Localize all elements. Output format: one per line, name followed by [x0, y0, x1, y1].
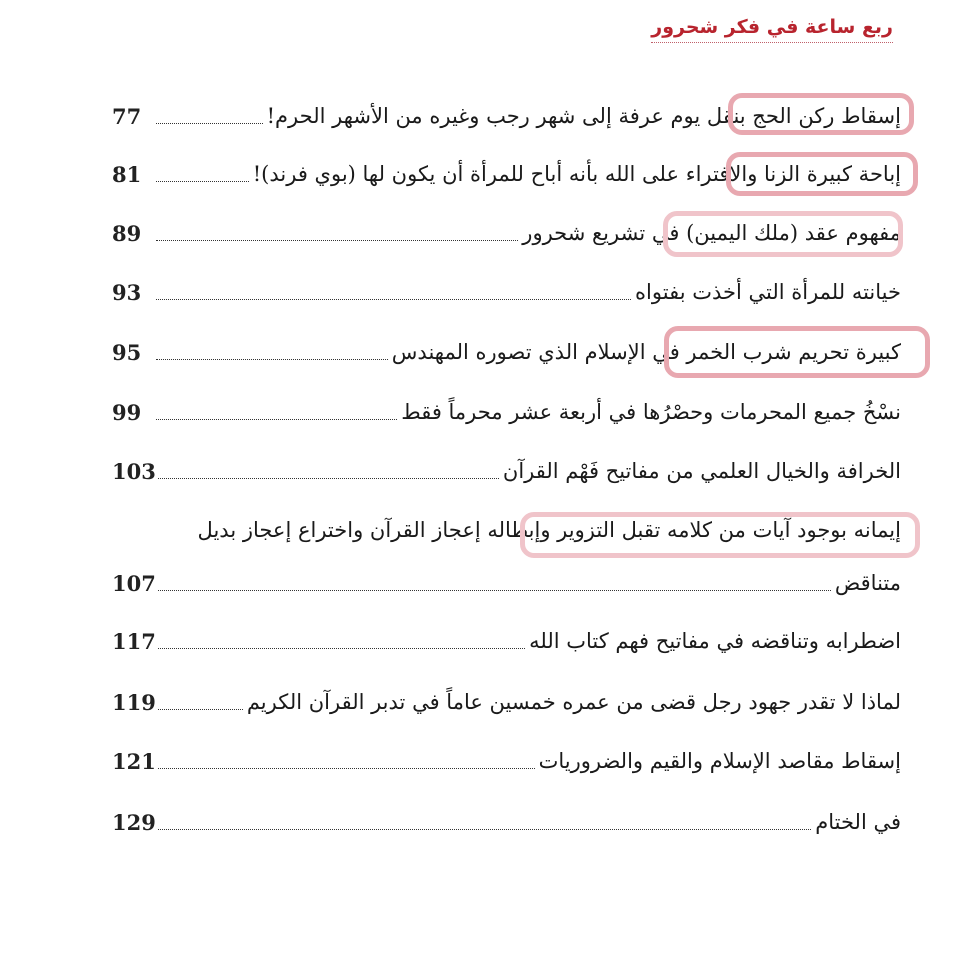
leader-dots	[158, 648, 525, 649]
toc-entry[interactable]	[112, 682, 901, 722]
toc-entry-title: نسْخُ جميع المحرمات وحصْرُها في أربعة عشر محرماً فقط	[401, 400, 901, 424]
toc-entry-title: إيمانه بوجود آيات من كلامه تقبل التزوير وإبطاله إعجاز القرآن واختراع إعجاز بديل	[197, 518, 901, 542]
toc-entry-title-continued: متناقض	[834, 571, 901, 595]
toc-entry-continuation[interactable]	[112, 563, 901, 603]
toc-entry-title: كبيرة تحريم شرب الخمر في الإسلام الذي تصوره المهندس	[391, 340, 901, 364]
toc-entry-first-line[interactable]	[112, 510, 901, 550]
toc-page-number: 103	[112, 458, 156, 484]
toc-entry-title: مفهوم عقد (ملك اليمين) في تشريع شحرور	[522, 221, 901, 245]
toc-page-number: 121	[112, 748, 156, 774]
toc-page-number: 99	[112, 399, 142, 425]
toc-entry-title: اضطرابه وتناقضه في مفاتيح فهم كتاب الله	[529, 629, 901, 653]
toc-entry-title: في الختام	[815, 810, 901, 834]
toc-entry-title: إباحة كبيرة الزنا والافتراء على الله بأنه أباح للمرأة أن يكون لها (بوي فرند)!	[252, 162, 901, 186]
toc-entry[interactable]	[112, 272, 901, 312]
leader-dots	[158, 590, 831, 591]
toc-page-number: 129	[112, 809, 156, 835]
toc-entry[interactable]	[112, 154, 901, 194]
toc-entry[interactable]	[112, 802, 901, 842]
leader-dots	[156, 419, 397, 420]
toc-page-number: 95	[112, 339, 142, 365]
leader-dots	[158, 768, 535, 769]
leader-dots	[156, 299, 631, 300]
leader-dots	[156, 181, 249, 182]
toc-page-number: 89	[112, 220, 142, 246]
toc-entry-title: لماذا لا تقدر جهود رجل قضى من عمره خمسين عاماً في تدبر القرآن الكريم	[246, 690, 901, 714]
toc-entry[interactable]	[112, 392, 901, 432]
toc-entry-title: الخرافة والخيال العلمي من مفاتيح فَهْم القرآن	[502, 459, 901, 483]
leader-dots	[158, 829, 811, 830]
leader-dots	[156, 359, 388, 360]
toc-entry[interactable]	[112, 213, 901, 253]
leader-dots	[158, 478, 499, 479]
leader-dots	[156, 240, 518, 241]
toc-entry-title: إسقاط مقاصد الإسلام والقيم والضروريات	[538, 749, 901, 773]
toc-page-number: 119	[112, 689, 156, 715]
toc-entry[interactable]	[112, 96, 901, 136]
toc-page-number: 77	[112, 103, 142, 129]
toc-entry[interactable]	[112, 621, 901, 661]
toc-page-number: 93	[112, 279, 142, 305]
running-header: ربع ساعة في فكر شحرور	[651, 16, 893, 43]
toc-page-number: 107	[112, 570, 156, 596]
toc-entry-title: خيانته للمرأة التي أخذت بفتواه	[635, 280, 901, 304]
toc-entry[interactable]	[112, 451, 901, 491]
toc-page-number: 81	[112, 161, 142, 187]
toc-entry[interactable]	[112, 332, 901, 372]
toc-entry[interactable]	[112, 741, 901, 781]
leader-dots	[156, 123, 263, 124]
leader-dots	[158, 709, 243, 710]
toc-entry-title: إسقاط ركن الحج بنقل يوم عرفة إلى شهر رجب وغيره من الأشهر الحرم!	[266, 104, 901, 128]
toc-page-number: 117	[112, 628, 156, 654]
